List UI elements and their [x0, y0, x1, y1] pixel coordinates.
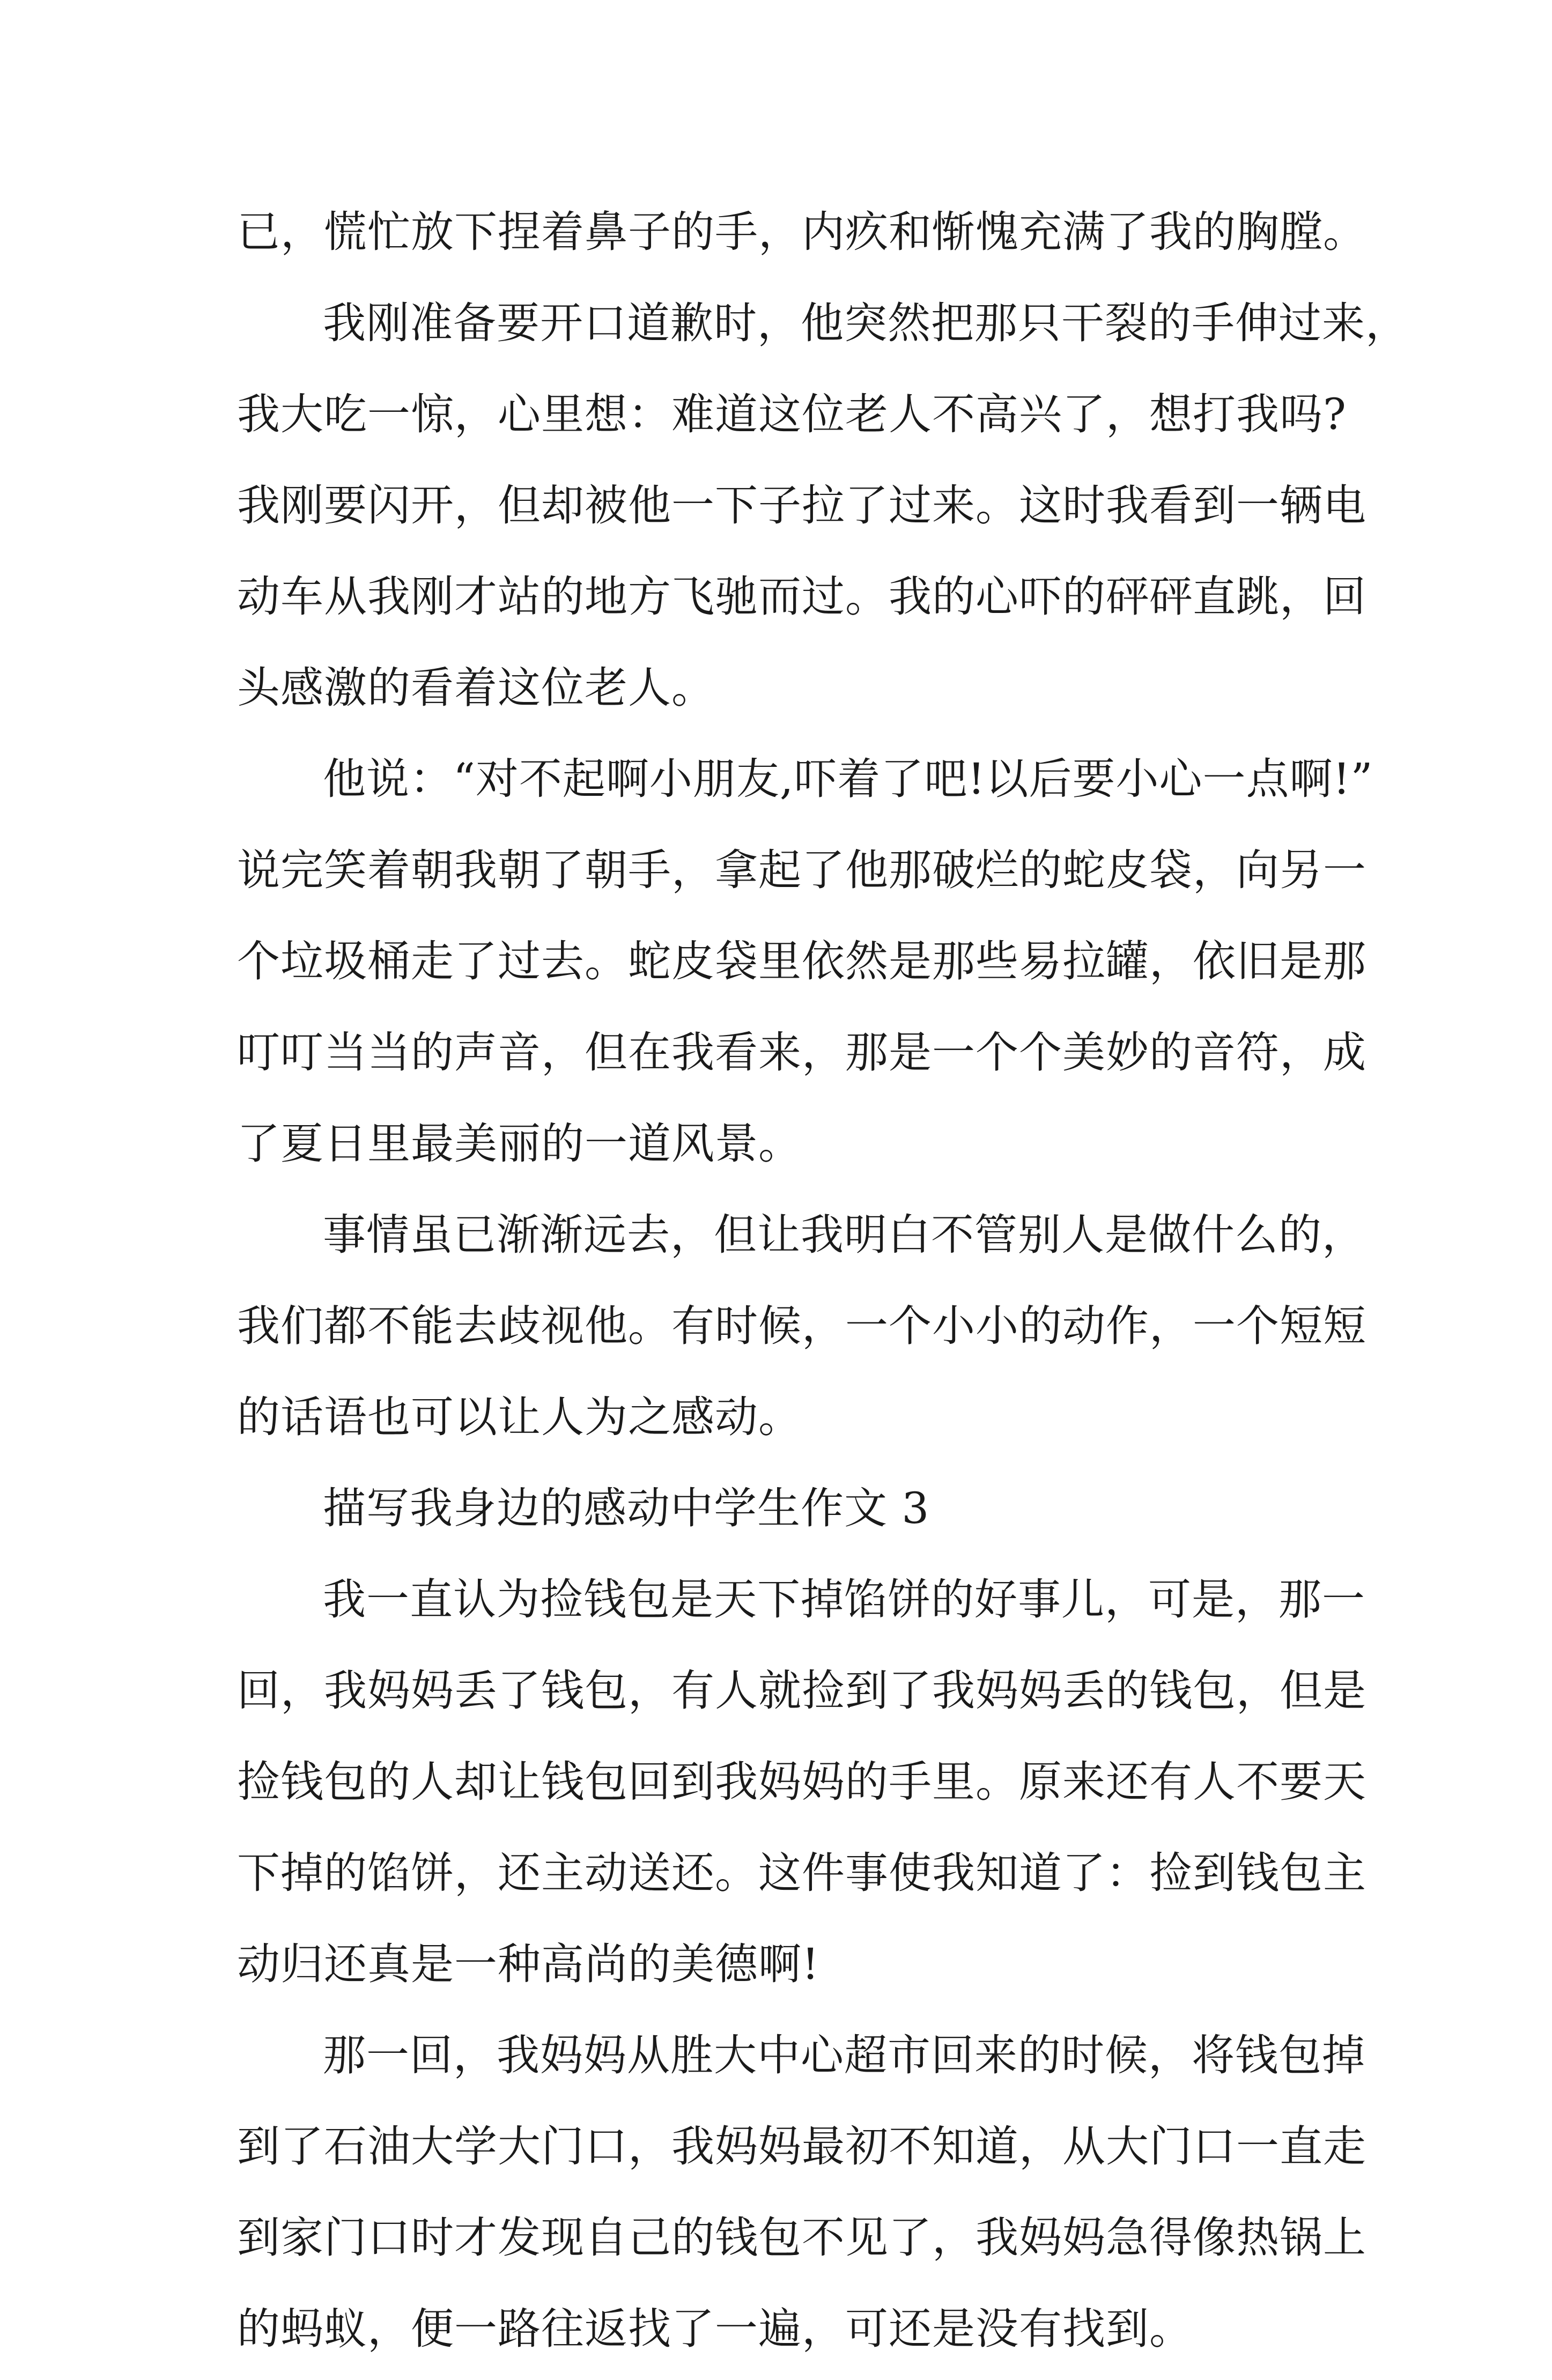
- text-line: 捡钱包的人却让钱包回到我妈妈的手里。原来还有人不要天: [237, 1757, 1366, 1807]
- text-line: 了夏日里最美丽的一道风景。: [237, 1119, 802, 1169]
- text-line: 动归还真是一种高尚的美德啊!: [237, 1939, 820, 1989]
- text-line: 那一回，我妈妈从胜大中心超市回来的时候，将钱包掉: [323, 2030, 1365, 2080]
- text-line: 已，慌忙放下捏着鼻子的手，内疚和惭愧充满了我的胸膛。: [237, 207, 1366, 257]
- text-line: 我大吃一惊，心里想：难道这位老人不高兴了，想打我吗?: [237, 389, 1347, 439]
- text-line: 说完笑着朝我朝了朝手，拿起了他那破烂的蛇皮袋，向另一: [237, 845, 1366, 895]
- text-line: 到家门口时才发现自己的钱包不见了，我妈妈急得像热锅上: [237, 2213, 1366, 2263]
- text-line: 我刚要闪开，但却被他一下子拉了过来。这时我看到一辆电: [237, 481, 1366, 530]
- text-line: 描写我身边的感动中学生作文 3: [323, 1483, 930, 1533]
- text-line: 我一直认为捡钱包是天下掉馅饼的好事儿，可是，那一: [323, 1575, 1365, 1624]
- text-line: 头感激的看着这位老人。: [237, 663, 715, 713]
- text-line: 他说：“对不起啊小朋友,吓着了吧!以后要小心一点啊!”: [323, 754, 1373, 804]
- text-line: 个垃圾桶走了过去。蛇皮袋里依然是那些易拉罐，依旧是那: [237, 936, 1366, 986]
- text-line: 事情虽已渐渐远去，但让我明白不管别人是做什么的，: [323, 1210, 1365, 1260]
- text-line: 的话语也可以让人为之感动。: [237, 1392, 802, 1442]
- text-line: 叮叮当当的声音，但在我看来，那是一个个美妙的音符，成: [237, 1028, 1366, 1077]
- document-body: [237, 192, 1409, 2380]
- text-line: 我刚准备要开口道歉时，他突然把那只干裂的手伸过来，: [323, 298, 1409, 348]
- text-line: 到了石油大学大门口，我妈妈最初不知道，从大门口一直走: [237, 2122, 1366, 2171]
- text-line: 我们都不能去歧视他。有时候，一个小小的动作，一个短短: [237, 1301, 1366, 1351]
- text-line: 动车从我刚才站的地方飞驰而过。我的心吓的砰砰直跳，回: [237, 572, 1366, 622]
- text-line: 下掉的馅饼，还主动送还。这件事使我知道了：捡到钱包主: [237, 1848, 1366, 1898]
- text-line: 的蚂蚁，便一路往返找了一遍，可还是没有找到。: [237, 2304, 1193, 2354]
- text-line: 回，我妈妈丢了钱包，有人就捡到了我妈妈丢的钱包，但是: [237, 1666, 1366, 1716]
